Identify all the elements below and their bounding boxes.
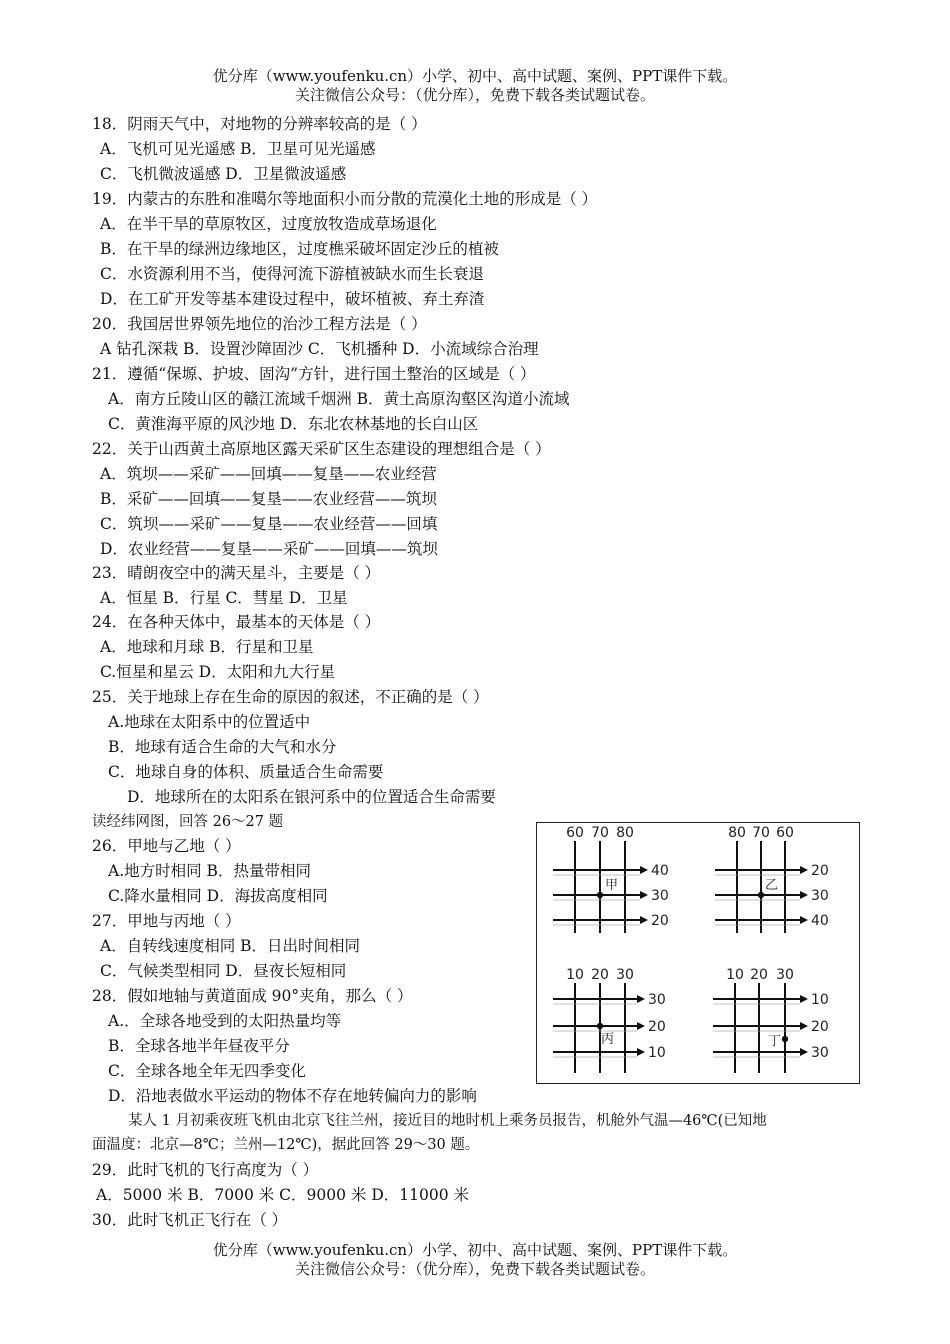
yi-lon-label: 60 [776,825,794,841]
q20-stem: 20．我国居世界领先地位的治沙工程方法是（ ） [92,315,427,333]
q22-option-a: A．筑坝——采矿——回填——复垦——农业经营 [100,465,437,483]
jia-lat-label: 20 [651,913,669,929]
jia-lat-label: 30 [651,888,669,904]
arrow-icon [640,916,648,924]
jia-lon-label: 80 [616,825,634,841]
arrow-icon [637,1022,645,1030]
point-yi [758,892,764,898]
q18-stem: 18．阴雨天气中，对地物的分辨率较高的是（ ） [92,115,427,133]
q20-options: A 钻孔深栽 B．设置沙障固沙 C．飞机播种 D．小流域综合治理 [100,340,539,358]
ding-lon-label: 30 [776,967,794,983]
graticule-figure [536,822,860,1084]
q19-option-b: B．在干旱的绿洲边缘地区，过度樵采破坏固定沙丘的植被 [100,240,499,258]
q25-option-b: B．地球有适合生命的大气和水分 [108,738,337,756]
q26-options-2: C.降水量相同 D．海拔高度相同 [108,887,328,905]
q29-stem: 29．此时飞机的飞行高度为（ ） [92,1161,319,1179]
q19-option-c: C．水资源利用不当，使得河流下游植被缺水而生长衰退 [100,265,484,283]
ding-lat-label: 10 [811,992,829,1008]
q23-options: A．恒星 B．行星 C．彗星 D．卫星 [100,589,348,607]
q26-stem: 26．甲地与乙地（ ） [92,837,241,855]
q30-stem: 30．此时飞机正飞行在（ ） [92,1211,288,1229]
q23-stem: 23．晴朗夜空中的满天星斗，主要是（ ） [92,564,381,582]
q26-27-intro: 读经纬网图，回答 26～27 题 [92,814,284,830]
arrow-icon [637,995,645,1003]
q27-options-1: A．自转线速度相同 B．日出时间相同 [100,937,361,955]
q28-option-b: B．全球各地半年昼夜平分 [108,1037,290,1055]
q18-options-1: A．飞机可见光遥感 B．卫星可见光遥感 [100,140,376,158]
arrow-icon [800,1048,808,1056]
q22-option-c: C．筑坝——采矿——复垦——农业经营——回填 [100,515,438,533]
q21-options-2: C．黄淮海平原的风沙地 D．东北农林基地的长白山区 [108,415,479,433]
q27-options-2: C．气候类型相同 D．昼夜长短相同 [100,962,347,980]
point-bing-label: 丙 [601,1032,615,1047]
arrow-icon [800,891,808,899]
q25-stem: 25．关于地球上存在生命的原因的叙述，不正确的是（ ） [92,688,489,706]
q19-option-a: A．在半干旱的草原牧区，过度放牧造成草场退化 [100,215,437,233]
q19-option-d: D．在工矿开发等基本建设过程中，破坏植被、弃土弃渣 [100,290,485,308]
arrow-icon [640,891,648,899]
bing-lat-label: 10 [648,1045,666,1061]
footer-line-2: 关注微信公众号：（优分库），免费下载各类试题试卷。 [294,1260,655,1278]
yi-lon-label: 80 [728,825,746,841]
panel-bing [553,967,666,1073]
header-line-1: 优分库（www.youfenku.cn）小学、初中、高中试题、案例、PPT课件下载。 [212,67,738,85]
q28-option-a: A.．全球各地受到的太阳热量均等 [108,1012,342,1030]
q28-stem: 28．假如地轴与黄道面成 90°夹角，那么（ ） [92,987,413,1005]
q22-stem: 22．关于山西黄土高原地区露天采矿区生态建设的理想组合是（ ） [92,440,551,458]
q21-options-1: A．南方丘陵山区的赣江流域千烟洲 B．黄土高原沟壑区沟道小流域 [108,390,570,408]
q25-option-d: D．地球所在的太阳系在银河系中的位置适合生命需要 [127,788,496,806]
q29-30-passage-line-2: 面温度：北京—8℃；兰州—12℃)，据此回答 29～30 题。 [92,1137,480,1153]
arrow-icon [800,916,808,924]
bing-lon-label: 30 [616,967,634,983]
bing-lon-label: 20 [591,967,609,983]
jia-lon-label: 60 [566,825,584,841]
yi-lat-label: 30 [811,888,829,904]
panel-jia [553,825,669,933]
point-ding [782,1036,788,1042]
bing-lat-label: 20 [648,1019,666,1035]
q25-option-a: A.地球在太阳系中的位置适中 [108,713,311,731]
q21-stem: 21．遵循“保塬、护坡、固沟”方针，进行国土整治的区域是（ ） [92,365,536,383]
bing-lat-label: 30 [648,992,666,1008]
yi-lon-label: 70 [752,825,770,841]
arrow-icon [640,866,648,874]
ding-lat-label: 30 [811,1045,829,1061]
q28-option-c: C．全球各地全年无四季变化 [108,1062,306,1080]
q24-stem: 24．在各种天体中，最基本的天体是（ ） [92,613,381,631]
panel-yi [715,825,829,933]
jia-lon-label: 70 [591,825,609,841]
arrow-icon [800,866,808,874]
arrow-icon [637,1048,645,1056]
arrow-icon [800,995,808,1003]
ding-lat-label: 20 [811,1019,829,1035]
point-ding-label: 丁 [768,1034,782,1049]
q24-options-1: A．地球和月球 B．行星和卫星 [100,638,314,656]
q22-option-d: D．农业经营——复垦——采矿——回填——筑坝 [100,540,438,558]
q27-stem: 27．甲地与丙地（ ） [92,912,241,930]
footer-line-1: 优分库（www.youfenku.cn）小学、初中、高中试题、案例、PPT课件下载。 [212,1241,738,1259]
point-yi-label: 乙 [765,878,779,893]
q24-options-2: C.恒星和星云 D．太阳和九大行星 [100,663,336,681]
ding-lon-label: 20 [750,967,768,983]
q26-options-1: A.地方时相同 B．热量带相同 [108,862,311,880]
yi-lat-label: 20 [811,863,829,879]
bing-lon-label: 10 [566,967,584,983]
q22-option-b: B．采矿——回填——复垦——农业经营——筑坝 [100,490,437,508]
q28-option-d: D．沿地表做水平运动的物体不存在地转偏向力的影响 [108,1087,477,1105]
ding-lon-label: 10 [726,967,744,983]
q25-option-c: C．地球自身的体积、质量适合生命需要 [108,763,384,781]
header-line-2: 关注微信公众号：（优分库），免费下载各类试题试卷。 [294,86,655,104]
q19-stem: 19．内蒙古的东胜和准噶尔等地面积小而分散的荒漠化土地的形成是（ ） [92,190,598,208]
q18-options-2: C．飞机微波遥感 D．卫星微波遥感 [100,165,347,183]
q29-options: A．5000 米 B．7000 米 C．9000 米 D．11000 米 [96,1186,470,1204]
yi-lat-label: 40 [811,913,829,929]
point-jia [597,892,603,898]
jia-lat-label: 40 [651,863,669,879]
q29-30-passage-line-1: 某人 1 月初乘夜班飞机由北京飞往兰州，接近目的地时机上乘务员报告，机舱外气温—46℃(已知地 [128,1113,767,1129]
panel-ding [713,967,829,1073]
point-jia-label: 甲 [605,878,619,893]
graticule-diagram [537,823,859,1083]
point-bing [597,1023,603,1029]
arrow-icon [800,1022,808,1030]
